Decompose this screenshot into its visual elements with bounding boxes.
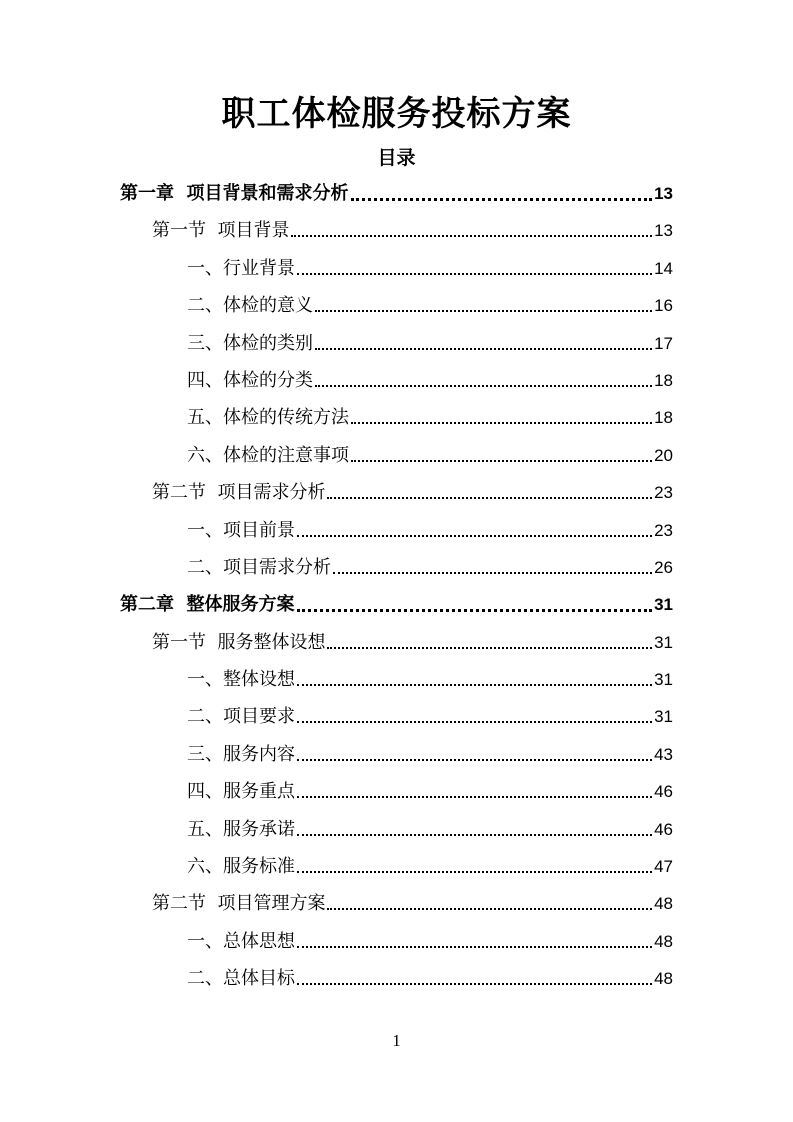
toc-entry-label: 五、体检的传统方法: [187, 407, 349, 428]
page-number: 1: [392, 1031, 401, 1050]
toc-entry-page: 13: [654, 221, 673, 240]
toc-entry-label: 第一节 项目背景: [152, 220, 290, 241]
toc-entry[interactable]: [187, 326, 673, 356]
toc-entry[interactable]: [187, 849, 673, 879]
toc-entry-label: 三、体检的类别: [187, 333, 313, 354]
toc-entry-page: 46: [654, 820, 673, 839]
toc-entry-page: 13: [654, 184, 673, 203]
toc-entry-label: 三、服务内容: [187, 744, 295, 765]
toc-entry[interactable]: [187, 924, 673, 954]
toc-entry-page: 47: [654, 857, 673, 876]
toc-entry[interactable]: [187, 288, 673, 318]
toc-entry-label: 第二节 项目管理方案: [152, 893, 326, 914]
toc-entry-label: 第二节 项目需求分析: [152, 482, 326, 503]
toc-entry-page: 23: [654, 483, 673, 502]
toc-entry-label: 一、总体思想: [187, 931, 295, 952]
toc-entry[interactable]: [152, 625, 673, 655]
toc-entry-label: 四、服务重点: [187, 781, 295, 802]
toc-entry-label: 一、项目前景: [187, 520, 295, 541]
toc-entry-page: 46: [654, 782, 673, 801]
toc-entry-label: 第一章 项目背景和需求分析: [120, 183, 349, 204]
toc-entry[interactable]: [152, 213, 673, 243]
toc-entry-page: 18: [654, 408, 673, 427]
toc-dot-leader: [297, 759, 652, 761]
toc-dot-leader: [291, 235, 652, 237]
toc-entry-page: 17: [654, 334, 673, 353]
toc-dot-leader: [327, 908, 652, 910]
toc-entry[interactable]: [187, 400, 673, 430]
toc-entry[interactable]: [152, 886, 673, 916]
toc-dot-leader: [351, 460, 652, 462]
toc-entry-label: 二、项目需求分析: [187, 557, 331, 578]
toc-dot-leader: [297, 871, 652, 873]
toc-entry[interactable]: [187, 699, 673, 729]
toc-entry[interactable]: [187, 961, 673, 991]
toc-dot-leader: [315, 385, 652, 387]
toc-entry[interactable]: [187, 251, 673, 281]
toc-entry[interactable]: [187, 550, 673, 580]
toc-entry-page: 31: [654, 707, 673, 726]
toc-entry-page: 14: [654, 259, 673, 278]
toc-entry[interactable]: [187, 812, 673, 842]
toc-entry[interactable]: [187, 438, 673, 468]
toc-entry-label: 六、体检的注意事项: [187, 445, 349, 466]
toc-heading: 目录: [377, 147, 416, 169]
toc-entry[interactable]: [120, 587, 673, 617]
toc-entry-page: 43: [654, 745, 673, 764]
toc-dot-leader: [297, 796, 652, 798]
toc-dot-leader: [315, 348, 652, 350]
toc-entry-label: 一、行业背景: [187, 258, 295, 279]
toc-dot-leader: [351, 198, 653, 201]
toc-dot-leader: [297, 834, 652, 836]
toc-dot-leader: [297, 609, 653, 612]
toc-entry-page: 16: [654, 296, 673, 315]
toc-dot-leader: [351, 422, 652, 424]
toc-entry-page: 18: [654, 371, 673, 390]
toc-dot-leader: [297, 684, 652, 686]
toc-entry-page: 48: [654, 932, 673, 951]
toc-entry-page: 48: [654, 969, 673, 988]
toc-entry-page: 31: [654, 670, 673, 689]
toc-entry-label: 六、服务标准: [187, 856, 295, 877]
toc-dot-leader: [297, 983, 652, 985]
toc-entry-label: 第一节 服务整体设想: [152, 632, 326, 653]
toc-entry-label: 二、体检的意义: [187, 295, 313, 316]
toc-entry[interactable]: [187, 513, 673, 543]
toc-dot-leader: [297, 721, 652, 723]
toc-entry-label: 二、总体目标: [187, 968, 295, 989]
toc-entry[interactable]: [152, 475, 673, 505]
toc-entry-page: 23: [654, 521, 673, 540]
toc-entry-page: 26: [654, 558, 673, 577]
toc-entry-page: 31: [654, 633, 673, 652]
toc-entry[interactable]: [187, 737, 673, 767]
toc-entry[interactable]: [187, 662, 673, 692]
document-title: 职工体检服务投标方案: [221, 94, 572, 134]
toc-entry[interactable]: [187, 363, 673, 393]
toc-entry-label: 第二章 整体服务方案: [120, 594, 295, 615]
toc-dot-leader: [315, 310, 652, 312]
toc-dot-leader: [297, 946, 652, 948]
toc-entry-label: 四、体检的分类: [187, 370, 313, 391]
toc-entry-label: 五、服务承诺: [187, 819, 295, 840]
toc-dot-leader: [333, 572, 652, 574]
toc-entry-label: 一、整体设想: [187, 669, 295, 690]
toc-dot-leader: [327, 647, 652, 649]
toc-entry-page: 31: [654, 595, 673, 614]
toc-dot-leader: [327, 497, 652, 499]
toc-dot-leader: [297, 535, 652, 537]
toc-dot-leader: [297, 273, 652, 275]
toc-entry-label: 二、项目要求: [187, 706, 295, 727]
toc-entry[interactable]: [120, 176, 673, 206]
toc-entry-page: 48: [654, 894, 673, 913]
toc-entry[interactable]: [187, 774, 673, 804]
toc-entry-page: 20: [654, 446, 673, 465]
